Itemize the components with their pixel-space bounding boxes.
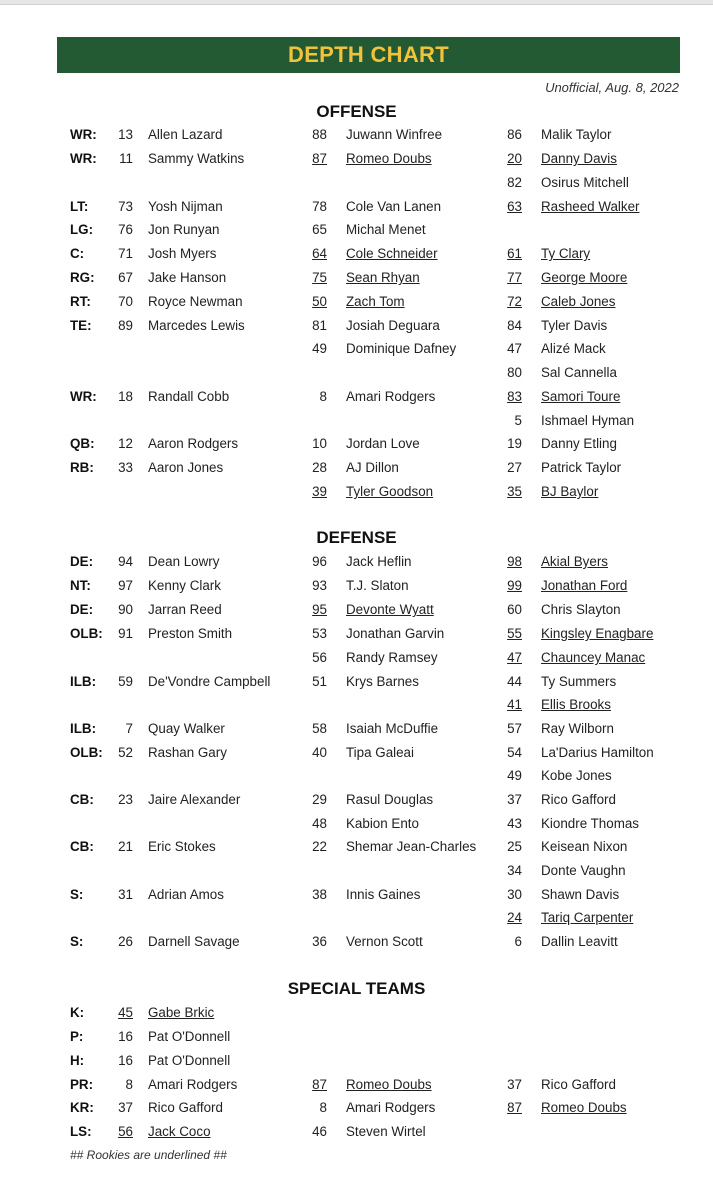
- jersey-number: 10: [312, 436, 327, 451]
- jersey-number: 24: [507, 910, 522, 925]
- page-title: DEPTH CHART: [288, 42, 449, 67]
- jersey-number: 77: [507, 270, 522, 285]
- depth-row: [0, 554, 713, 574]
- jersey-number: 37: [118, 1100, 133, 1115]
- jersey-number: 18: [118, 389, 133, 404]
- depth-row: [0, 484, 713, 504]
- jersey-number: 29: [312, 792, 327, 807]
- jersey-number: 99: [507, 578, 522, 593]
- player-name: Ray Wilborn: [541, 721, 614, 736]
- depth-row: [0, 768, 713, 788]
- position-label: NT:: [70, 578, 91, 593]
- position-label: P:: [70, 1029, 84, 1044]
- jersey-number: 72: [507, 294, 522, 309]
- position-label: CB:: [70, 839, 94, 854]
- rookie-player-name: Rasheed Walker: [541, 199, 640, 214]
- jersey-number: 55: [507, 626, 522, 641]
- depth-row: [0, 697, 713, 717]
- player-name: Kabion Ento: [346, 816, 419, 831]
- jersey-number: 91: [118, 626, 133, 641]
- jersey-number: 90: [118, 602, 133, 617]
- player-name: Shawn Davis: [541, 887, 620, 902]
- jersey-number: 54: [507, 745, 522, 760]
- player-name: Sammy Watkins: [148, 151, 245, 166]
- position-label: RG:: [70, 270, 95, 285]
- player-name: Rico Gafford: [148, 1100, 223, 1115]
- player-name: Allen Lazard: [148, 127, 223, 142]
- jersey-number: 11: [119, 151, 133, 166]
- jersey-number: 63: [507, 199, 522, 214]
- player-name: Shemar Jean-Charles: [346, 839, 477, 854]
- rookie-player-name: Caleb Jones: [541, 294, 616, 309]
- rookie-player-name: Romeo Doubs: [541, 1100, 627, 1115]
- player-name: Jaire Alexander: [148, 792, 241, 807]
- depth-row: [0, 1053, 713, 1073]
- depth-row: [0, 910, 713, 930]
- player-name: Donte Vaughn: [541, 863, 626, 878]
- jersey-number: 73: [118, 199, 133, 214]
- rookie-player-name: BJ Baylor: [541, 484, 599, 499]
- player-name: Cole Van Lanen: [346, 199, 442, 214]
- jersey-number: 39: [312, 484, 327, 499]
- player-name: Preston Smith: [148, 626, 233, 641]
- player-name: Steven Wirtel: [346, 1124, 426, 1139]
- jersey-number: 88: [312, 127, 327, 142]
- position-label: LG:: [70, 222, 94, 237]
- depth-row: [0, 127, 713, 147]
- section-title-offense: OFFENSE: [316, 102, 397, 121]
- jersey-number: 56: [312, 650, 327, 665]
- player-name: Alizé Mack: [541, 341, 606, 356]
- jersey-number: 45: [118, 1005, 133, 1020]
- depth-row: [0, 341, 713, 361]
- jersey-number: 8: [125, 1077, 133, 1092]
- rookie-player-name: Samori Toure: [541, 389, 621, 404]
- player-name: Jake Hanson: [148, 270, 227, 285]
- position-label: QB:: [70, 436, 95, 451]
- jersey-number: 87: [312, 151, 327, 166]
- jersey-number: 22: [312, 839, 327, 854]
- jersey-number: 59: [118, 674, 133, 689]
- player-name: Sal Cannella: [541, 365, 617, 380]
- depth-row: [0, 887, 713, 907]
- position-label: DE:: [70, 554, 94, 569]
- position-label: H:: [70, 1053, 85, 1068]
- rookie-player-name: Kingsley Enagbare: [541, 626, 654, 641]
- jersey-number: 80: [507, 365, 522, 380]
- player-name: Royce Newman: [148, 294, 243, 309]
- player-name: Vernon Scott: [346, 934, 423, 949]
- player-name: Keisean Nixon: [541, 839, 628, 854]
- player-name: Pat O'Donnell: [148, 1053, 231, 1068]
- jersey-number: 60: [507, 602, 522, 617]
- jersey-number: 19: [507, 436, 522, 451]
- position-label: LS:: [70, 1124, 92, 1139]
- player-name: Adrian Amos: [148, 887, 224, 902]
- jersey-number: 83: [507, 389, 522, 404]
- jersey-number: 75: [312, 270, 327, 285]
- jersey-number: 37: [507, 1077, 522, 1092]
- player-name: Aaron Jones: [148, 460, 224, 475]
- jersey-number: 37: [507, 792, 522, 807]
- position-label: PR:: [70, 1077, 94, 1092]
- depth-row: [0, 294, 713, 314]
- jersey-number: 7: [125, 721, 133, 736]
- jersey-number: 49: [312, 341, 327, 356]
- jersey-number: 61: [507, 246, 522, 261]
- player-name: Danny Etling: [541, 436, 617, 451]
- depth-row: [0, 151, 713, 171]
- jersey-number: 56: [118, 1124, 133, 1139]
- jersey-number: 71: [118, 246, 133, 261]
- position-label: WR:: [70, 389, 97, 404]
- player-name: Ishmael Hyman: [541, 413, 635, 428]
- player-name: Jarran Reed: [148, 602, 222, 617]
- section-title-special-teams: SPECIAL TEAMS: [287, 979, 426, 998]
- depth-row: [0, 674, 713, 694]
- depth-row: [0, 863, 713, 883]
- player-name: Isaiah McDuffie: [346, 721, 439, 736]
- depth-row: [0, 222, 713, 242]
- position-label: WR:: [70, 127, 97, 142]
- depth-row: [0, 578, 713, 598]
- player-name: Eric Stokes: [148, 839, 216, 854]
- jersey-number: 58: [312, 721, 327, 736]
- rookie-player-name: Romeo Doubs: [346, 1077, 432, 1092]
- player-name: Tyler Davis: [541, 318, 608, 333]
- depth-row: [0, 460, 713, 480]
- jersey-number: 98: [507, 554, 522, 569]
- jersey-number: 34: [507, 863, 522, 878]
- jersey-number: 27: [507, 460, 522, 475]
- footnote: ## Rookies are underlined ##: [70, 1148, 227, 1162]
- depth-row: [0, 413, 713, 433]
- player-name: Rasul Douglas: [346, 792, 434, 807]
- depth-row: [0, 602, 713, 622]
- rookie-player-name: Tyler Goodson: [346, 484, 434, 499]
- depth-row: [0, 1100, 713, 1120]
- jersey-number: 78: [312, 199, 327, 214]
- jersey-number: 30: [507, 887, 522, 902]
- jersey-number: 28: [312, 460, 327, 475]
- jersey-number: 13: [118, 127, 133, 142]
- player-name: Amari Rodgers: [346, 1100, 436, 1115]
- jersey-number: 48: [312, 816, 327, 831]
- depth-row: [0, 270, 713, 290]
- title-banner: [57, 37, 680, 73]
- player-name: Dallin Leavitt: [541, 934, 618, 949]
- player-name: Dominique Dafney: [346, 341, 457, 356]
- rookie-player-name: Zach Tom: [346, 294, 405, 309]
- player-name: Patrick Taylor: [541, 460, 622, 475]
- jersey-number: 31: [118, 887, 133, 902]
- jersey-number: 23: [118, 792, 133, 807]
- player-name: Amari Rodgers: [346, 389, 436, 404]
- player-name: Ty Summers: [541, 674, 617, 689]
- top-edge: [0, 0, 713, 5]
- position-label: TE:: [70, 318, 92, 333]
- player-name: Randy Ramsey: [346, 650, 438, 665]
- jersey-number: 16: [118, 1029, 133, 1044]
- jersey-number: 33: [118, 460, 133, 475]
- depth-row: [0, 318, 713, 338]
- jersey-number: 49: [507, 768, 522, 783]
- jersey-number: 95: [312, 602, 327, 617]
- player-name: Pat O'Donnell: [148, 1029, 231, 1044]
- rookie-player-name: Jack Coco: [148, 1124, 211, 1139]
- jersey-number: 41: [507, 697, 522, 712]
- player-name: Kobe Jones: [541, 768, 612, 783]
- position-label: RT:: [70, 294, 91, 309]
- player-name: Juwann Winfree: [346, 127, 443, 142]
- jersey-number: 87: [312, 1077, 327, 1092]
- depth-row: [0, 365, 713, 385]
- player-name: Innis Gaines: [346, 887, 421, 902]
- jersey-number: 89: [118, 318, 133, 333]
- rookie-player-name: Gabe Brkic: [148, 1005, 215, 1020]
- rookie-player-name: Akial Byers: [541, 554, 608, 569]
- jersey-number: 65: [312, 222, 327, 237]
- player-name: Amari Rodgers: [148, 1077, 238, 1092]
- section-title-defense: DEFENSE: [316, 528, 397, 547]
- position-label: RB:: [70, 460, 94, 475]
- player-name: T.J. Slaton: [346, 578, 409, 593]
- player-name: AJ Dillon: [346, 460, 399, 475]
- player-name: Yosh Nijman: [148, 199, 223, 214]
- jersey-number: 76: [118, 222, 133, 237]
- position-label: CB:: [70, 792, 94, 807]
- player-name: Jordan Love: [346, 436, 420, 451]
- jersey-number: 36: [312, 934, 327, 949]
- position-label: C:: [70, 246, 85, 261]
- player-name: Rashan Gary: [148, 745, 227, 760]
- depth-row: [0, 1124, 713, 1144]
- player-name: Krys Barnes: [346, 674, 419, 689]
- player-name: Dean Lowry: [148, 554, 220, 569]
- jersey-number: 93: [312, 578, 327, 593]
- position-label: K:: [70, 1005, 85, 1020]
- rookie-player-name: Ty Clary: [541, 246, 591, 261]
- jersey-number: 87: [507, 1100, 522, 1115]
- player-name: Randall Cobb: [148, 389, 230, 404]
- player-name: Rico Gafford: [541, 1077, 616, 1092]
- depth-row: [0, 792, 713, 812]
- depth-row: [0, 816, 713, 836]
- player-name: Tipa Galeai: [346, 745, 414, 760]
- jersey-number: 20: [507, 151, 522, 166]
- player-name: Michal Menet: [346, 222, 426, 237]
- player-name: Jack Heflin: [346, 554, 412, 569]
- jersey-number: 26: [118, 934, 133, 949]
- jersey-number: 5: [514, 413, 522, 428]
- player-name: Marcedes Lewis: [148, 318, 245, 333]
- jersey-number: 38: [312, 887, 327, 902]
- depth-row: [0, 389, 713, 409]
- player-name: De'Vondre Campbell: [148, 674, 271, 689]
- rookie-player-name: Ellis Brooks: [541, 697, 611, 712]
- depth-row: [0, 199, 713, 219]
- player-name: Jon Runyan: [148, 222, 220, 237]
- jersey-number: 94: [118, 554, 133, 569]
- depth-row: [0, 650, 713, 670]
- jersey-number: 86: [507, 127, 522, 142]
- rookie-player-name: Danny Davis: [541, 151, 617, 166]
- jersey-number: 51: [312, 674, 327, 689]
- depth-row: [0, 1077, 713, 1097]
- jersey-number: 44: [507, 674, 522, 689]
- player-name: Jonathan Garvin: [346, 626, 445, 641]
- jersey-number: 46: [312, 1124, 327, 1139]
- player-name: Rico Gafford: [541, 792, 616, 807]
- depth-row: [0, 1005, 713, 1025]
- jersey-number: 47: [507, 650, 522, 665]
- position-label: OLB:: [70, 745, 103, 760]
- rookie-player-name: Chauncey Manac: [541, 650, 646, 665]
- position-label: ILB:: [70, 721, 97, 736]
- player-name: Chris Slayton: [541, 602, 621, 617]
- depth-row: [0, 1029, 713, 1049]
- position-label: DE:: [70, 602, 94, 617]
- rookie-player-name: Cole Schneider: [346, 246, 438, 261]
- jersey-number: 21: [118, 839, 133, 854]
- jersey-number: 70: [118, 294, 133, 309]
- depth-row: [0, 246, 713, 266]
- rookie-player-name: Devonte Wyatt: [346, 602, 434, 617]
- jersey-number: 8: [319, 389, 327, 404]
- rookie-player-name: Sean Rhyan: [346, 270, 420, 285]
- position-label: OLB:: [70, 626, 103, 641]
- depth-row: [0, 436, 713, 456]
- player-name: Osirus Mitchell: [541, 175, 629, 190]
- depth-row: [0, 175, 713, 195]
- jersey-number: 50: [312, 294, 327, 309]
- jersey-number: 25: [507, 839, 522, 854]
- player-name: Josh Myers: [148, 246, 217, 261]
- position-label: WR:: [70, 151, 97, 166]
- date-subtitle: Unofficial, Aug. 8, 2022: [545, 80, 679, 95]
- jersey-number: 8: [319, 1100, 327, 1115]
- jersey-number: 52: [118, 745, 133, 760]
- jersey-number: 35: [507, 484, 522, 499]
- jersey-number: 12: [118, 436, 133, 451]
- rookie-player-name: George Moore: [541, 270, 628, 285]
- depth-row: [0, 934, 713, 954]
- jersey-number: 67: [118, 270, 133, 285]
- player-name: Kenny Clark: [148, 578, 221, 593]
- jersey-number: 64: [312, 246, 327, 261]
- player-name: Josiah Deguara: [346, 318, 440, 333]
- rookie-player-name: Jonathan Ford: [541, 578, 628, 593]
- position-label: LT:: [70, 199, 89, 214]
- player-name: Darnell Savage: [148, 934, 240, 949]
- depth-row: [0, 721, 713, 741]
- jersey-number: 84: [507, 318, 522, 333]
- position-label: KR:: [70, 1100, 94, 1115]
- player-name: Aaron Rodgers: [148, 436, 239, 451]
- jersey-number: 47: [507, 341, 522, 356]
- position-label: ILB:: [70, 674, 97, 689]
- rookie-player-name: Romeo Doubs: [346, 151, 432, 166]
- rookie-player-name: Tariq Carpenter: [541, 910, 634, 925]
- jersey-number: 53: [312, 626, 327, 641]
- player-name: Malik Taylor: [541, 127, 612, 142]
- depth-row: [0, 839, 713, 859]
- position-label: S:: [70, 934, 84, 949]
- position-label: S:: [70, 887, 84, 902]
- jersey-number: 16: [118, 1053, 133, 1068]
- jersey-number: 82: [507, 175, 522, 190]
- jersey-number: 81: [312, 318, 327, 333]
- player-name: La'Darius Hamilton: [541, 745, 654, 760]
- jersey-number: 40: [312, 745, 327, 760]
- jersey-number: 43: [507, 816, 522, 831]
- jersey-number: 97: [118, 578, 133, 593]
- player-name: Kiondre Thomas: [541, 816, 640, 831]
- jersey-number: 57: [507, 721, 522, 736]
- jersey-number: 96: [312, 554, 327, 569]
- jersey-number: 6: [514, 934, 522, 949]
- player-name: Quay Walker: [148, 721, 225, 736]
- depth-row: [0, 626, 713, 646]
- depth-row: [0, 745, 713, 765]
